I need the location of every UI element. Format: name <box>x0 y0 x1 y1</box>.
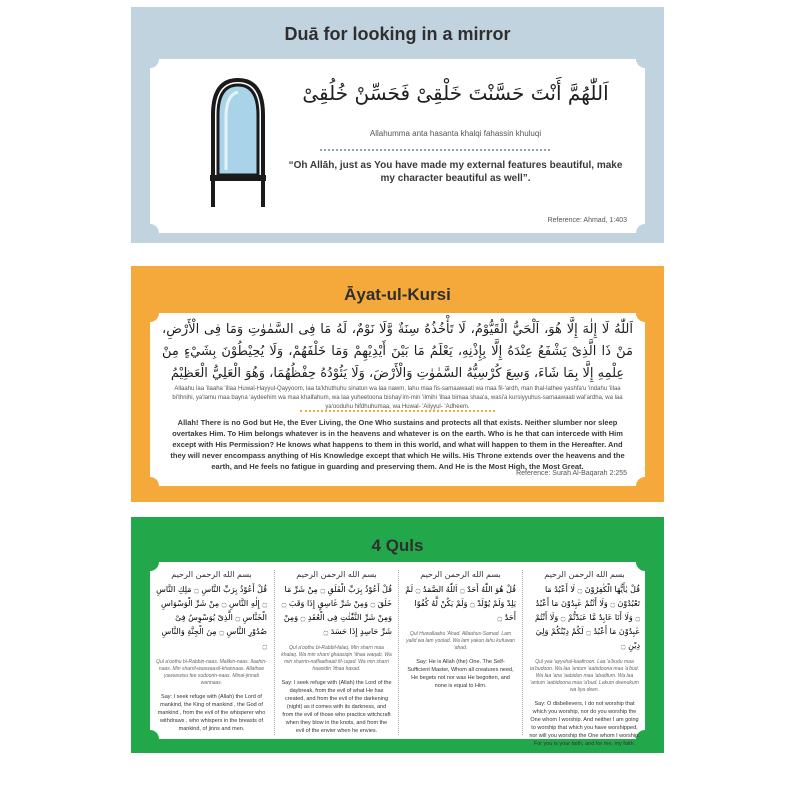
corner-decoration <box>636 477 654 495</box>
dotted-divider <box>320 149 550 151</box>
qul-column-ikhlas <box>398 570 522 735</box>
card-inner <box>150 313 645 486</box>
kursi-transliteration: Allaahu laa 'ilaaha 'illaa Huwal-Hayyul-Qayyoom, laa ta'khuthuhu sinatun wa laa nawm, lahu maa fis-samaawaati wa maa fil-'ardh, man thal-lathee yashfa'u 'indahu 'illaa bi'thnihi, ya'lamu maa bayna 'aydeehim wa maa khalfahum, wa laa yuheetoona bishay'im-min 'ilmihi 'illaa bimaa shaa'a, wasi'a kursiyyuhus-samaawaati wal'ardha, wa laa ya'ooduhu hifdhuhumaa, wa Huwal- 'Aliyyul- 'Adheem. <box>172 386 623 410</box>
kursi-translation: Allah! There is no God but He, the Ever Living, the One Who sustains and protects all that exists. Neither slumber nor sleep overtakes Him. To Him belongs whatever is in the heavens and whatever is on the earth. Who is he that can intercede with Him except with His Permission? He knows what happens to them in this world, and what will happen to them in the Hereafter. And they will never encompass anything of His Knowledge except that which He wills. His Throne extends over the heavens and the earth, and He feels no fatigue in guarding and preserving them. And He is the Most High, the Most Great. <box>170 418 625 471</box>
qul-arabic: قُلْ يٰأَيُّهَا الْكٰفِرُوْنَ ۝ لَا أَعْبُدُ مَا تَعْبُدُوْنَ ۝ وَلَا أَنْتُمْ عٰبِدُوْنَ مَا أَعْبُدُ ۝ وَلَا أَنَا عَابِدٌ مَّا عَبَدْتُّمْ ۝ وَلَا أَنْتُمْ عٰبِدُوْنَ مَا أَعْبُدُ ۝ لَكُمْ دِيْنُكُمْ وَلِيَ دِيْنِ ۝ <box>535 585 640 650</box>
bismillah: بسم الله الرحمن الرحيم <box>420 570 501 579</box>
corner-decoration <box>141 553 159 571</box>
qul-arabic: قُلْ هُوَ اللّٰهُ أَحَدٌ ۝ اَللّٰهُ الصَّمَدُ ۝ لَمْ يَلِدْ وَلَمْ يُوْلَدْ ۝ وَلَمْ يَكُنْ لَّهُ كُفُوًا أَحَدٌ ۝ <box>405 585 516 622</box>
dua-translation: “Oh Allāh, just as You have made my external features beautiful, make my character beautiful as well”. <box>288 160 623 184</box>
kursi-arabic: اَللّٰهُ لَا إِلٰهَ إِلَّا هُوَ، اَلْحَيُّ الْقَيُّوْمُ، لَا تَأْخُذُهُ سِنَةٌ وَّلَا نَوْمٌ، لَهُ مَا فِى السَّمٰوٰتِ وَمَا فِى الْأَرْضِ، مَنْ ذَا الَّذِىْ يَشْفَعُ عِنْدَهُ إِلَّا بِإِذْنِهِ، يَعْلَمُ مَا بَيْنَ أَيْدِيْهِمْ وَمَا خَلْفَهُمْ، وَلَا يُحِيْطُوْنَ بِشَيْءٍ مِنْ عِلْمِهِ إِلَّا بِمَا شَاءَ، وَسِعَ كُرْسِيُّهُ السَّمٰوٰتِ وَالْأَرْضَ، وَلَا يَئُوْدُهُ حِفْظُهُمَا، وَهُوَ الْعَلِيُّ الْعَظِيْمُ <box>162 322 633 381</box>
qul-transliteration: Qul yaa 'ayyuhal-kaafiroon. Laa 'a'budu maa ta'budoon. Wa laa 'antum 'aabidoona maa 'a'bud. Wa laa 'ana 'aabidun maa 'abadtum. Wa laa 'antum 'aabidoona maa 'a'bud. Lakum deenukum wa liya deen. <box>530 659 639 693</box>
qul-column-kafirun <box>522 570 646 747</box>
qul-translation: Say: I seek refuge with (Allah) the Lord of the daybreak, from the evil of what He has created, and from the evil of the darkening (night) as it comes with its darkness, and from the evil of those who practice witchcraft when they blow in the knots, and from the evil of the envier when he envies. <box>281 680 392 734</box>
card-title: Duā for looking in a mirror <box>284 24 511 44</box>
four-quls-card <box>131 517 664 753</box>
dua-arabic: اَللّٰهُمَّ أَنْتَ حَسَّنْتَ خَلْقِىْ فَحَسِّنْ خُلُقِىْ <box>302 81 609 105</box>
corner-decoration <box>636 304 654 322</box>
bismillah: بسم الله الرحمن الرحيم <box>544 570 625 579</box>
card-title: 4 Quls <box>371 536 424 555</box>
corner-decoration <box>141 50 159 68</box>
card-title: Āyat-ul-Kursi <box>344 285 451 304</box>
qul-column-nas <box>150 570 273 735</box>
ayat-ul-kursi-card <box>131 266 664 502</box>
bismillah: بسم الله الرحمن الرحيم <box>296 570 377 579</box>
qul-translation: Say: He is Allah (the) One. The Self-Sufficient Master, Whom all creatures need, He begets not nor was He begotten, and none is equal to Him. <box>407 659 514 689</box>
card-inner <box>150 562 645 747</box>
qul-transliteration: Qul Huwallaahu 'Ahad. Allaahus-Samad. Lam yalid wa lam yoolad. Wa lam yakun lahu kufuwan 'ahad. <box>406 631 515 651</box>
bismillah: بسم الله الرحمن الرحيم <box>171 570 252 579</box>
dotted-divider <box>300 410 495 412</box>
dua-reference: Reference: Ahmad, 1:403 <box>547 217 627 224</box>
qul-translation: Say: O disbelievers, I do not worship that which you worship, nor do you worship the One whom I worship. And neither I am going to worship that which you have worshipped, nor will you worship the One whom I worship. For you is your faith, and for me, my faith. <box>529 701 640 747</box>
corner-decoration <box>141 477 159 495</box>
corner-decoration <box>636 553 654 571</box>
dua-transliteration: Allahumma anta hasanta khalqi fahassin khuluqi <box>369 129 542 138</box>
qul-column-falaq <box>274 570 398 735</box>
corner-decoration <box>636 50 654 68</box>
card-inner <box>150 59 645 233</box>
corner-decoration <box>141 224 159 242</box>
qul-transliteration: Qul a'oothu bi-Rabbin-naas. Malikin-naas. Ilaahin-naas. Min sharril-waswaasil-khannaas. Allathee yuwaswisu fee sudoorin-naas. Minal-jinnati wannaas. <box>156 659 267 686</box>
qul-arabic: قُلْ أَعُوْذُ بِرَبِّ النَّاسِ ۝ مَلِكِ النَّاسِ ۝ إِلٰهِ النَّاسِ ۝ مِنْ شَرِّ الْوَسْوَاسِ الْخَنَّاسِ ۝ الَّذِىْ يُوَسْوِسُ فِىْ صُدُوْرِ النَّاسِ ۝ مِنَ الْجِنَّةِ وَالنَّاسِ ۝ <box>156 585 267 650</box>
corner-decoration <box>636 224 654 242</box>
dua-mirror-card <box>131 7 664 243</box>
kursi-reference: Reference: Surah Al-Baqarah 2:255 <box>516 470 627 477</box>
mirror-icon <box>208 75 268 210</box>
qul-translation: Say: I seek refuge with (Allah) the Lord of mankind, the King of mankind , the God of mankind , from the evil of the whisperer who withdraws , who whispers in the breasts of mankind, of jinns and men. <box>157 694 266 732</box>
qul-arabic: قُلْ أَعُوْذُ بِرَبِّ الْفَلَقِ ۝ مِنْ شَرِّ مَا خَلَقَ ۝ وَمِنْ شَرِّ غَاسِقٍ إِذَا وَقَبَ ۝ وَمِنْ شَرِّ النَّفّٰثٰتِ فِى الْعُقَدِ ۝ وَمِنْ شَرِّ حَاسِدٍ إِذَا حَسَدَ ۝ <box>281 585 392 636</box>
qul-transliteration: Qul a'oothu bi-Rabbil-falaq. Min sharri maa khalaq. Wa min sharri ghaasiqin 'ithaa waqab. Wa min sharrin-naffaathaati fil-'uqad. Wa min sharri haasidin 'ithaa hasad. <box>281 645 392 672</box>
corner-decoration <box>141 304 159 322</box>
